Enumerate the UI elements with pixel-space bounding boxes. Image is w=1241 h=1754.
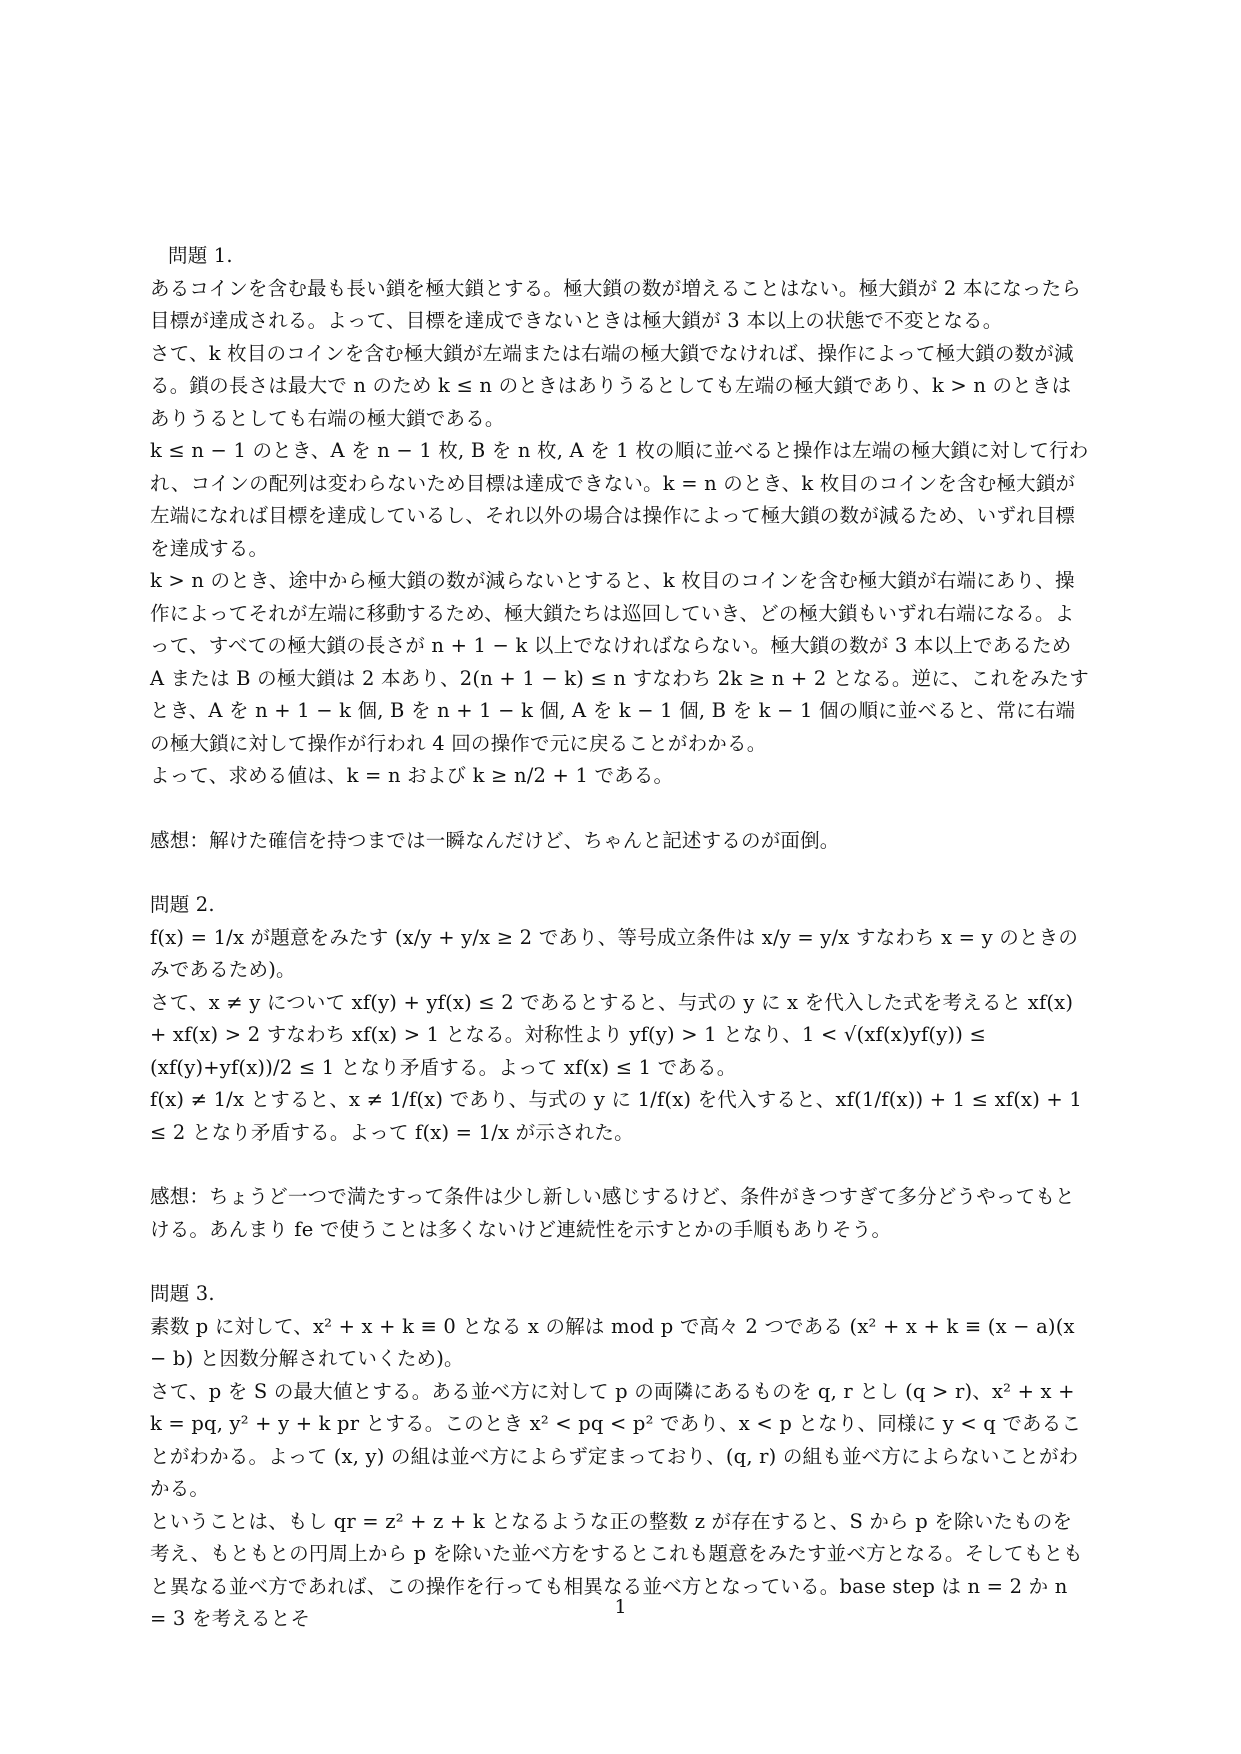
paragraph: 素数 p に対して、x² + x + k ≡ 0 となる x の解は mod p で高々 2 つである (x² + x + k ≡ (x − a)(x − b) と因数分解されていくため)。 (150, 1314, 1075, 1370)
paragraph: 感想：解けた確信を持つまでは一瞬なんだけど、ちゃんと記述するのが面倒。 (150, 828, 840, 852)
paragraph-gap (150, 793, 1090, 825)
paragraph-gap (150, 1149, 1090, 1181)
paragraph: f(x) ≠ 1/x とすると、x ≠ 1/f(x) であり、与式の y に 1/f(x) を代入すると、xf(1/f(x)) + 1 ≤ xf(x) + 1 ≤ 2 となり矛盾する。よって f(x) = 1/x が示された。 (150, 1088, 1082, 1144)
paragraph: よって、求める値は、k = n および k ≥ n/2 + 1 である。 (150, 764, 674, 787)
paragraph: さて、k 枚目のコインを含む極大鎖が左端または右端の極大鎖でなければ、操作によって極大鎖の数が減る。鎖の長さは最大で n のため k ≤ n のときはありうるとしても左端の極大鎖であり、k > n のときはありうるとしても右端の極大鎖である。 (150, 341, 1074, 430)
paragraph: k > n のとき、途中から極大鎖の数が減らないとすると、k 枚目のコインを含む極大鎖が右端にあり、操作によってそれが左端に移動するため、極大鎖たちは巡回していき、どの極大鎖もいずれ右端になる。よって、すべての極大鎖の長さが n + 1 − k 以上でなければならない。極大鎖の数が 3 本以上であるため A または B の極大鎖は 2 本あり、2(n + 1 − k) ≤ n すなわち 2k ≥ n + 2 となる。逆に、これをみたすとき、A を n + 1 − k 個, B を n + 1 − k 個, A を k − 1 個, B を k − 1 個の順に並べると、常に右端の極大鎖に対して操作が行われ 4 回の操作で元に戻ることがわかる。 (150, 569, 1089, 755)
paragraph: f(x) = 1/x が題意をみたす (x/y + y/x ≥ 2 であり、等号成立条件は x/y = y/x すなわち x = y のときのみであるため)。 (150, 925, 1079, 981)
paragraph: ということは、もし qr = z² + z + k となるような正の整数 z が存在すると、S から p を除いたものを考え、もともとの円周上から p を除いた並べ方をするとこれも題意をみたす並べ方となる。そしてもともと異なる並べ方であれば、この操作を行っても相異なる並べ方となっている。base step は n = 2 か n = 3 を考えるとそ (150, 1509, 1083, 1630)
document-body (150, 240, 1090, 1636)
paragraph: 問題 3. (150, 1282, 215, 1305)
paragraph: 感想：ちょうど一つで満たすって条件は少し新しい感じするけど、条件がきつすぎて多分どうやってもとける。あんまり fe で使うことは多くないけど連続性を示すとかの手順もありそう。 (150, 1185, 1075, 1241)
paragraph: さて、p を S の最大値とする。ある並べ方に対して p の両隣にあるものを q, r とし (q > r)、x² + x + k = pq, y² + y + k pr とする。このとき x² < pq < p² であり、x < p となり、同様に y < q であることがわかる。よって (x, y) の組は並べ方によらず定まっており、(q, r) の組も並べ方によらないことがわかる。 (150, 1379, 1082, 1500)
paragraph-gap (150, 1246, 1090, 1278)
paragraph: k ≤ n − 1 のとき、A を n − 1 枚, B を n 枚, A を 1 枚の順に並べると操作は左端の極大鎖に対して行われ、コインの配列は変わらないため目標は達成できない。k = n のとき、k 枚目のコインを含む極大鎖が左端になれば目標を達成しているし、それ以外の場合は操作によって極大鎖の数が減るため、いずれ目標を達成する。 (150, 439, 1089, 560)
paragraph-gap (150, 857, 1090, 889)
paragraph: あるコインを含む最も長い鎖を極大鎖とする。極大鎖の数が増えることはない。極大鎖が 2 本になったら目標が達成される。よって、目標を達成できないときは極大鎖が 3 本以上の状態で不変となる。 (150, 276, 1082, 332)
problem-heading: 問題 1. (168, 244, 233, 267)
paragraph: 問題 2. (150, 893, 215, 916)
paragraph: さて、x ≠ y について xf(y) + yf(x) ≤ 2 であるとすると、与式の y に x を代入した式を考えると xf(x) + xf(x) > 2 すなわち xf(x) > 1 となる。対称性より yf(y) > 1 となり、1 < √(xf(x)yf(y)) ≤ (xf(y)+yf(x))/2 ≤ 1 となり矛盾する。よって xf(x) ≤ 1 である。 (150, 990, 1074, 1079)
page-number: 1 (614, 1596, 627, 1618)
